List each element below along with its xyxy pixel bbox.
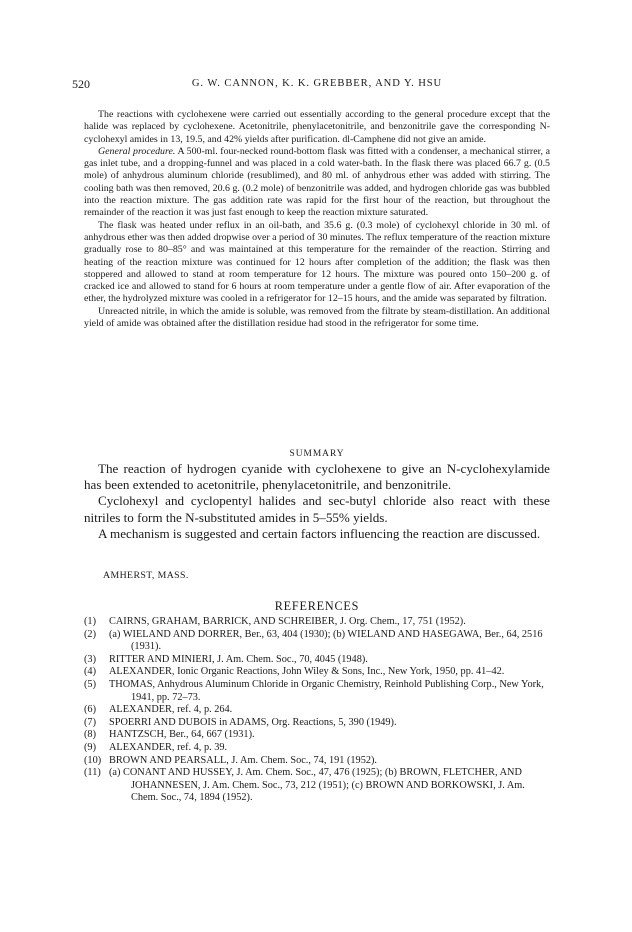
cyclohexene-paragraph: The reactions with cyclohexene were carried out essentially according to the general procedure except that the halide was replaced by cyclohexene. Acetonitrile, phenylacetonitrile, and benzonitrile gave the corresponding N-cyclohexyl amides in 13, 19.5, and 42% yields after purification. dl-Camphene did not give an amide. xyxy=(84,109,550,145)
reference-number: (8) xyxy=(84,729,97,741)
reference-item xyxy=(84,616,550,629)
reference-item xyxy=(84,742,550,755)
reference-text: HANTZSCH, Ber., 64, 667 (1931). xyxy=(109,729,255,741)
reference-text: CAIRNS, GRAHAM, BARRICK, AND SCHREIBER, J. Org. Chem., 17, 751 (1952). xyxy=(109,616,466,627)
reference-text: RITTER AND MINIERI, J. Am. Chem. Soc., 70, 4045 (1948). xyxy=(109,653,368,665)
references-list xyxy=(84,616,550,805)
summary-paragraph-3: A mechanism is suggested and certain factors influencing the reaction are discussed. xyxy=(98,525,541,541)
reference-text: ALEXANDER, ref. 4, p. 39. xyxy=(109,741,228,753)
reference-text: (a) CONANT AND HUSSEY, J. Am. Chem. Soc., 47, 476 (1925); (b) BROWN, FLETCHER, AND JOHANNESEN, J. Am. Chem. Soc., 73, 212 (1951); (c) BROWN AND BORKOWSKI, J. Am. Chem. Soc., 74, 1894 (1952). xyxy=(109,767,525,804)
running-head: G. W. CANNON, K. K. GREBBER, AND Y. HSU xyxy=(191,78,443,89)
reference-item xyxy=(84,755,550,768)
reference-item xyxy=(84,654,550,667)
experimental-section xyxy=(84,109,550,330)
reference-item xyxy=(84,767,550,805)
reference-text: ALEXANDER, ref. 4, p. 264. xyxy=(109,704,233,716)
reference-number: (4) xyxy=(84,666,97,678)
reference-number: (2) xyxy=(84,628,97,640)
reference-item xyxy=(84,629,550,654)
general-procedure-text: A 500-ml. four-necked round-bottom flask was fitted with a condenser, a mechanical stirrer, a gas inlet tube, and a dropping-funnel and was placed in a cold water-bath. In the flask there was placed 66.7 g. (0.5 mole) of anhydrous aluminum chloride (resublimed), and 80 ml. of anhydrous ether was added with stirring. The cooling bath was then removed, 20.6 g. (0.2 mole) of benzonitrile was added, and hydrogen chloride gas was bubbled into the reaction mixture. The gas addition rate was rapid for the first hour of the reaction, but throughout the remainder of the reaction it was just fast enough to keep the reaction mixture saturated. xyxy=(84,145,550,219)
reference-item xyxy=(84,729,550,742)
page-number: 520 xyxy=(72,77,90,91)
general-procedure-paragraph xyxy=(84,146,550,220)
reference-number: (10) xyxy=(84,754,102,766)
reference-number: (6) xyxy=(84,704,97,716)
steam-distillation-paragraph: Unreacted nitrile, in which the amide is soluble, was removed from the filtrate by steam-distillation. An additional yield of amide was obtained after the distillation residue had stood in the refrigerator for some time. xyxy=(84,305,550,330)
reference-number: (3) xyxy=(84,653,97,665)
summary-paragraph-1: The reaction of hydrogen cyanide with cyclohexene to give an N-cyclohexylamide has been extended to acetonitrile, phenylacetonitrile, and benzonitrile. xyxy=(84,461,550,493)
reference-number: (5) xyxy=(84,678,97,690)
reference-item xyxy=(84,717,550,730)
reference-text: (a) WIELAND AND DORRER, Ber., 63, 404 (1930); (b) WIELAND AND HASEGAWA, Ber., 64, 2516 (1931). xyxy=(109,628,543,653)
reference-number: (9) xyxy=(84,741,97,753)
reference-item xyxy=(84,679,550,704)
page-header xyxy=(72,77,562,91)
summary-heading: SUMMARY xyxy=(289,449,345,459)
reference-text: THOMAS, Anhydrous Aluminum Chloride in Organic Chemistry, Reinhold Publishing Corp., New York, 1941, pp. 72–73. xyxy=(109,678,544,703)
reference-number: (1) xyxy=(84,616,97,627)
general-procedure-label: General procedure. xyxy=(98,145,176,157)
reference-text: ALEXANDER, Ionic Organic Reactions, John Wiley & Sons, Inc., New York, 1950, pp. 41–42. xyxy=(109,666,505,678)
reference-item xyxy=(84,666,550,679)
references-heading: REFERENCES xyxy=(274,599,360,613)
reference-text: BROWN AND PEARSALL, J. Am. Chem. Soc., 74, 191 (1952). xyxy=(109,754,378,766)
reference-item xyxy=(84,704,550,717)
summary-section xyxy=(84,461,550,542)
author-location: AMHERST, MASS. xyxy=(103,570,189,581)
reference-number: (7) xyxy=(84,716,97,728)
reference-number: (11) xyxy=(84,767,101,779)
summary-paragraph-2: Cyclohexyl and cyclopentyl halides and sec-butyl chloride also react with these nitriles to form the N-substituted amides in 5–55% yields. xyxy=(84,493,550,525)
reference-text: SPOERRI AND DUBOIS in ADAMS, Org. Reactions, 5, 390 (1949). xyxy=(109,716,397,728)
reflux-paragraph: The flask was heated under reflux in an oil-bath, and 35.6 g. (0.3 mole) of cyclohexyl chloride in 30 ml. of anhydrous ether was then added dropwise over a period of 30 minutes. The reflux temperature of the reaction mixture gradually rose to 80–85° and was maintained at this temperature for the remainder of the reaction. Stirring and heating of the reaction mixture was continued for 12 hours after completion of the addition; the flask was then stoppered and allowed to stand at room temperature for 12 hours. The mixture was poured onto 150–200 g. of cracked ice and allowed to stand for 6 hours at room temperature under a gentle flow of air. After evaporation of the ether, the hydrolyzed mixture was cooled in a refrigerator for 12–15 hours, and the amide was separated by filtration. xyxy=(84,219,550,305)
